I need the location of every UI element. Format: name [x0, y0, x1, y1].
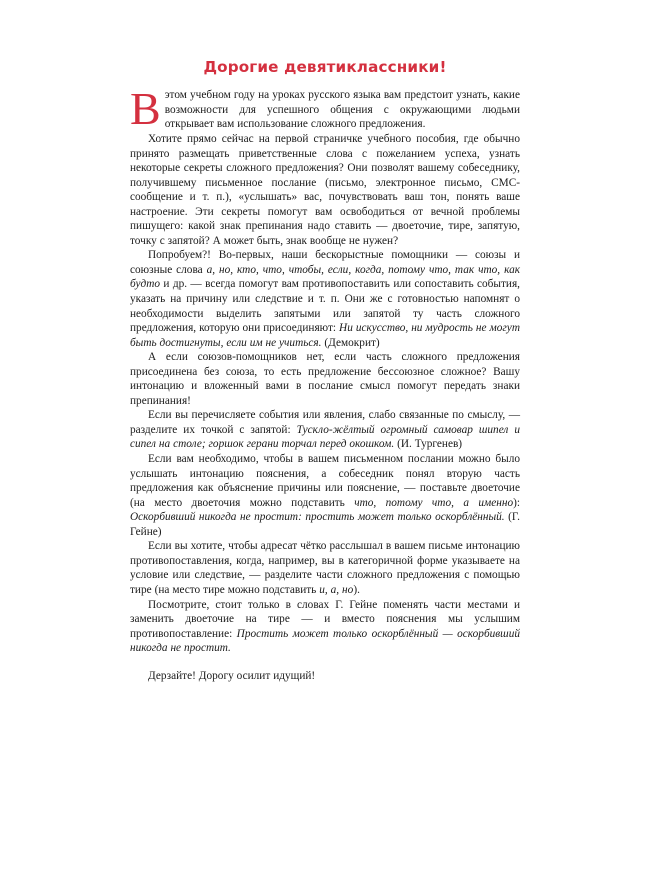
- paragraph-3: [130, 248, 520, 350]
- paragraph-8: [130, 598, 520, 656]
- paragraph-3-lead: Попробуем?! Во-первых, наши бескорыстные помощники — союзы и союзные слова: [130, 249, 520, 276]
- text-column: [130, 58, 520, 683]
- paragraph-3-quote: Ни искусство, ни мудрость не могут быть достигнуты, если им не учиться.: [130, 322, 520, 349]
- paragraph-6-quote: Оскорбивший никогда не простит: простить может только оскорблённый.: [130, 511, 505, 524]
- paragraph-7: [130, 539, 520, 597]
- paragraph-7-substitutes: и, а, но: [319, 583, 354, 596]
- paragraph-3-conjunction-list: а, но, кто, что, чтобы, если, когда, потому что, так что, как будто: [130, 263, 521, 291]
- paragraph-3-attribution: (Демокрит): [321, 336, 380, 349]
- paragraph-closing: [130, 669, 520, 684]
- body-text: [130, 83, 521, 683]
- page-title: Дорогие девятиклассники!: [203, 58, 447, 76]
- paragraph-7-tail: ).: [353, 583, 360, 596]
- paragraph-6-attribution: (Г. Гейне): [130, 511, 520, 538]
- paragraph-1-text: этом учебном году на уроках русского языка вам предстоит узнать, какие возможности для успешного общения с окружающими людьми открывает вам использование сложного предложения.: [164, 89, 520, 131]
- paragraph-7-lead: Если вы хотите, чтобы адресат чётко расслышал в вашем письме интонацию противопоставления, когда, например, вы в категоричной форме указываете на условие или следствие, — разделите части сложного предложения с помощью тире (на место тире можно подставить: [130, 540, 520, 596]
- paragraph-5: [130, 408, 520, 452]
- paragraph-5-attribution: (И. Тургенев): [394, 438, 463, 451]
- paragraph-4: [130, 350, 520, 408]
- paragraph-3-middle: и др. — всегда помогут вам противопоставить или сопоставить события, указать на причину или следствие и т. п. Они же с готовностью напомнят о необходимости выделить запятыми или запятой ту часть сложного предложения, которую они присоединяют:: [130, 278, 520, 335]
- paragraph-2: [130, 132, 520, 248]
- drop-cap-letter: В: [130, 83, 161, 134]
- paragraph-8-example: Простить может только оскорблённый — оскорбивший никогда не простит.: [130, 627, 520, 655]
- paragraph-1: [130, 83, 520, 134]
- closing-text: Дерзайте! Дорогу осилит идущий!: [148, 669, 316, 682]
- paragraph-5-lead: Если вы перечисляете события или явления, слабо связанные по смыслу, — разделите их точкой с запятой:: [130, 409, 520, 436]
- paragraph-4-text: А если союзов-помощников нет, если часть сложного предложения присоединена без союза, то есть предложение бессоюзное сложное? Вашу интонацию и вложенный вами в послание смысл помогут передать знаки препинания!: [130, 351, 520, 407]
- paragraph-6-substitutes: что, потому что, а именно: [354, 496, 514, 509]
- paragraph-6-connector: ):: [513, 496, 520, 509]
- paragraph-8-lead: Посмотрите, стоит только в словах Г. Гейне поменять части местами и заменить двоеточие на тире — и вместо пояснения мы услышим противопоставление:: [130, 598, 520, 640]
- paragraph-5-example: Тускло-жёлтый огромный самовар шипел и сипел на столе; горшок герани торчал перед окошком.: [130, 423, 520, 451]
- paragraph-6: [130, 452, 520, 539]
- paragraph-6-lead: Если вам необходимо, чтобы в вашем письменном послании можно было услышать интонацию пояснения, а собеседник понял вторую часть предложения как объяснение причины или пояснение, — поставьте двоеточие (на место двоеточия можно подставить: [130, 453, 520, 509]
- paragraph-2-text: Хотите прямо сейчас на первой страничке учебного пособия, где обычно принято размещать приветственные слова с пожеланием успеха, узнать некоторые секреты сложного предложения? Они позволят вашему собеседнику, получившему письменное послание (письмо, электронное письмо, СМС-сообщение и т. п.), «услышать» вас, почувствовать ваш тон, понять ваше настроение. Эти секреты помогут вам освободиться от вечной проблемы пишущего: какой знак препинания надо ставить — двоеточие, тире, запятую, точку с запятой? А может быть, знак вообще не нужен?: [130, 133, 520, 247]
